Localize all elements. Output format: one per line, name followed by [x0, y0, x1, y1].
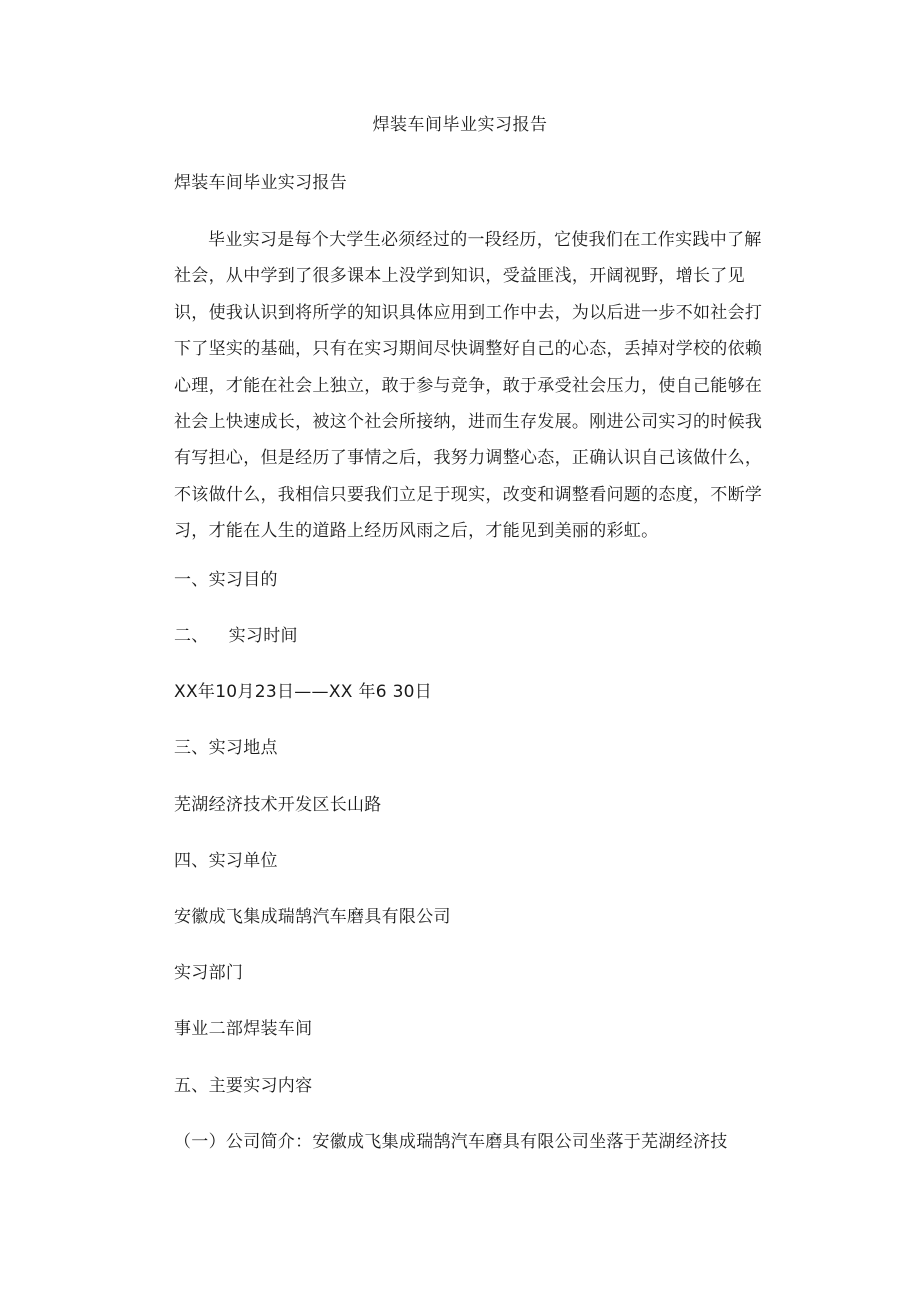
- intro-line: 不该做什么，我相信只要我们立足于现实，改变和调整看问题的态度，不断学: [174, 484, 763, 505]
- company-name: 安徽成飞集成瑞鹄汽车磨具有限公司: [174, 907, 451, 927]
- section-number: 二、: [174, 626, 209, 646]
- intro-line: 有写担心，但是经历了事情之后，我努力调整心态，正确认识自己该做什么，: [174, 448, 763, 469]
- department-name: 事业二部焊装车间: [174, 1019, 313, 1039]
- department-label: 实习部门: [174, 963, 244, 983]
- section-heading-content: 五、主要实习内容: [174, 1076, 313, 1096]
- section-heading-unit: 四、实习单位: [174, 851, 278, 871]
- section-heading-purpose: 一、实习目的: [174, 570, 278, 590]
- section-heading-location: 三、实习地点: [174, 738, 278, 758]
- intro-line: 下了坚实的基础，只有在实习期间尽快调整好自己的心态，丢掉对学校的依赖: [174, 339, 763, 360]
- date-range: XX年10月23日——XX 年6 30日: [174, 682, 433, 702]
- section-heading-time: [174, 623, 298, 649]
- intro-line: 毕业实习是每个大学生必须经过的一段经历，它使我们在工作实践中了解: [208, 230, 762, 250]
- intro-line: 心理，才能在社会上独立，敢于参与竞争，敢于承受社会压力，使自己能够在: [174, 375, 763, 396]
- document-subtitle: 焊装车间毕业实习报告: [174, 173, 347, 193]
- intro-line: 社会上快速成长，被这个社会所接纳，进而生存发展。刚进公司实习的时候我: [174, 412, 763, 433]
- intro-paragraph: [174, 222, 763, 550]
- document-title: 焊装车间毕业实习报告: [372, 115, 548, 135]
- company-intro-line: （一）公司简介：安徽成飞集成瑞鹄汽车磨具有限公司坐落于芜湖经济技: [174, 1132, 728, 1152]
- intro-line: 习，才能在人生的道路上经历风雨之后，才能见到美丽的彩虹。: [174, 521, 659, 542]
- location-text: 芜湖经济技术开发区长山路: [174, 795, 382, 815]
- intro-line: 社会，从中学到了很多课本上没学到知识，受益匪浅，开阔视野，增长了见: [174, 266, 745, 287]
- section-label: 实习时间: [228, 626, 298, 646]
- intro-line: 识，使我认识到将所学的知识具体应用到工作中去，为以后进一步不如社会打: [174, 302, 763, 323]
